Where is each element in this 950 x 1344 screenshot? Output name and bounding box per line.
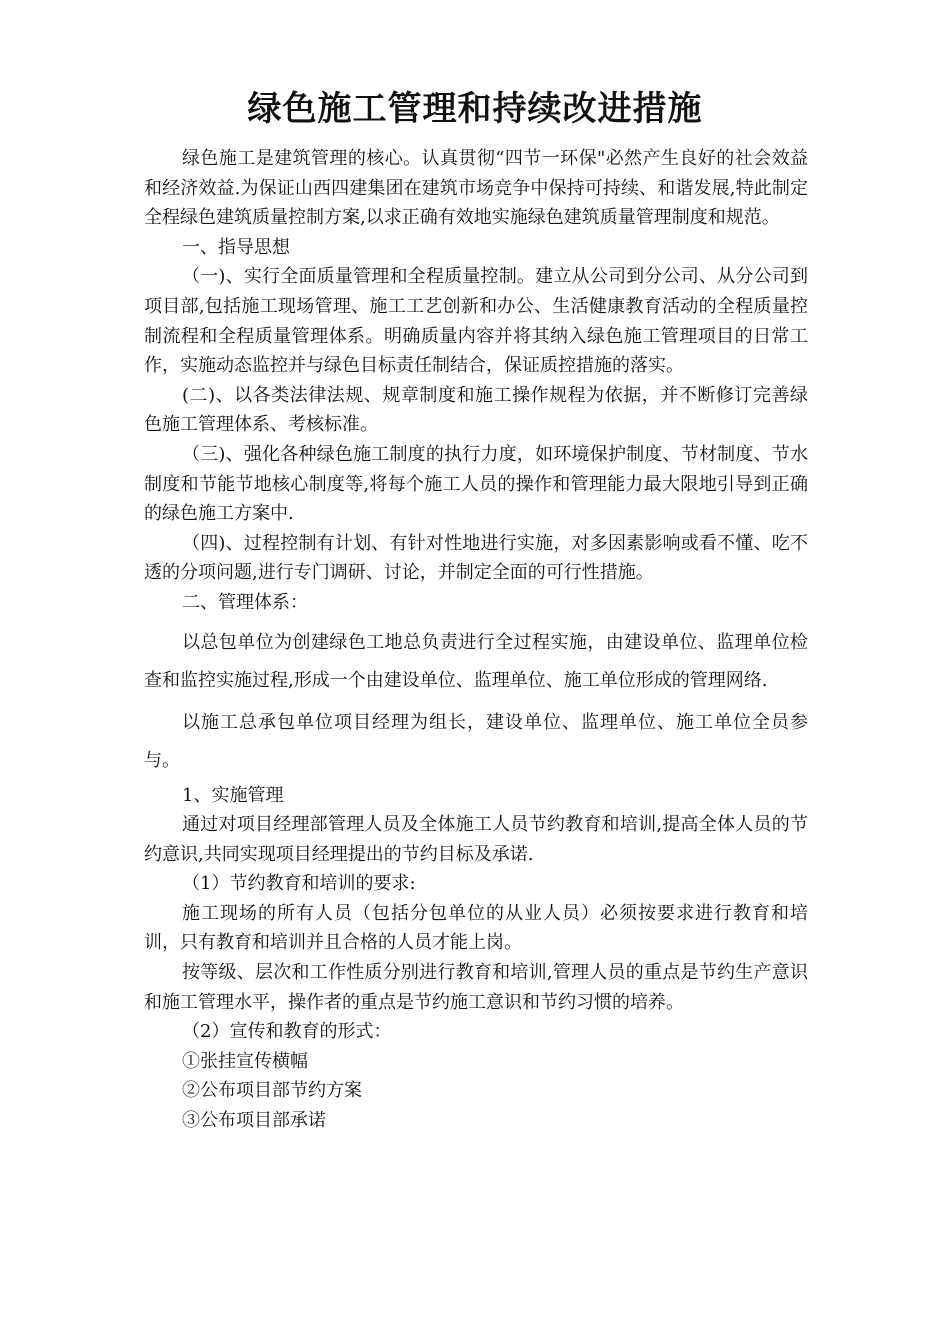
publicity-forms-heading: （2）宣传和教育的形式： xyxy=(182,1021,392,1043)
publicity-list-item-3: ③公布项目部承诺 xyxy=(182,1110,326,1132)
publicity-list-item-2: ②公布项目部节约方案 xyxy=(182,1080,362,1102)
paragraph-item-1: （一)、实行全面质量管理和全程质量控制。建立从公司到分公司、从分公司到项目部,包括施工现场管理、施工工艺创新和办公、生活健康教育活动的全程质量控制流程和全程质量管理体系。明确质量内容并将其纳入绿色施工管理项目的日常工作，实施动态监控并与绿色目标责任制结合，保证质控措施的落实。 xyxy=(144,266,808,377)
document-title: 绿色施工管理和持续改进措施 xyxy=(247,89,703,129)
management-paragraph-1: 以总包单位为创建绿色工地总负责进行全过程实施，由建设单位、监理单位检查和监控实施过程,形成一个由建设单位、监理单位、施工单位形成的管理网络. xyxy=(144,631,808,691)
management-paragraph-2: 以施工总承包单位项目经理为组长，建设单位、监理单位、施工单位全员参与。 xyxy=(144,711,808,771)
training-requirements-paragraph-2: 按等级、层次和工作性质分别进行教育和培训,管理人员的重点是节约生产意识和施工管理水平，操作者的重点是节约施工意识和节约习惯的培养。 xyxy=(144,962,808,1013)
training-requirements-heading: （1）节约教育和培训的要求: xyxy=(182,873,416,895)
document-body xyxy=(144,144,808,1136)
paragraph-item-4: （四)、过程控制有计划、有针对性地进行实施，对多因素影响或看不懂、吃不透的分项问题,进行专门调研、讨论，并制定全面的可行性措施。 xyxy=(144,532,808,584)
section-heading-management-system: 二、管理体系： xyxy=(182,591,308,613)
paragraph-item-3: （三)、强化各种绿色施工制度的执行力度，如环境保护制度、节材制度、节水制度和节能节地核心制度等,将每个施工人员的操作和管理能力最大限地引导到正确的绿色施工方案中. xyxy=(144,443,808,525)
training-requirements-paragraph-1: 施工现场的所有人员（包括分包单位的从业人员）必须按要求进行教育和培训，只有教育和培训并且合格的人员才能上岗。 xyxy=(144,902,808,954)
implementation-paragraph: 通过对项目经理部管理人员及全体施工人员节约教育和培训,提高全体人员的节约意识,共同实现项目经理提出的节约目标及承诺. xyxy=(144,814,808,865)
section-heading-guiding-ideology: 一、指导思想 xyxy=(182,236,290,258)
publicity-list-item-1: ①张挂宣传横幅 xyxy=(182,1050,308,1072)
intro-paragraph: 绿色施工是建筑管理的核心。认真贯彻“四节一环保"必然产生良好的社会效益和经济效益.为保证山西四建集团在建筑市场竞争中保持可持续、和谐发展,特此制定全程绿色建筑质量控制方案,以求正确有效地实施绿色建筑质量管理制度和规范。 xyxy=(144,148,808,229)
subsection-heading-implementation: 1、实施管理 xyxy=(182,784,284,806)
paragraph-item-2: (二)、以各类法律法规、规章制度和施工操作规程为依据，并不断修订完善绿色施工管理体系、考核标准。 xyxy=(144,384,808,436)
